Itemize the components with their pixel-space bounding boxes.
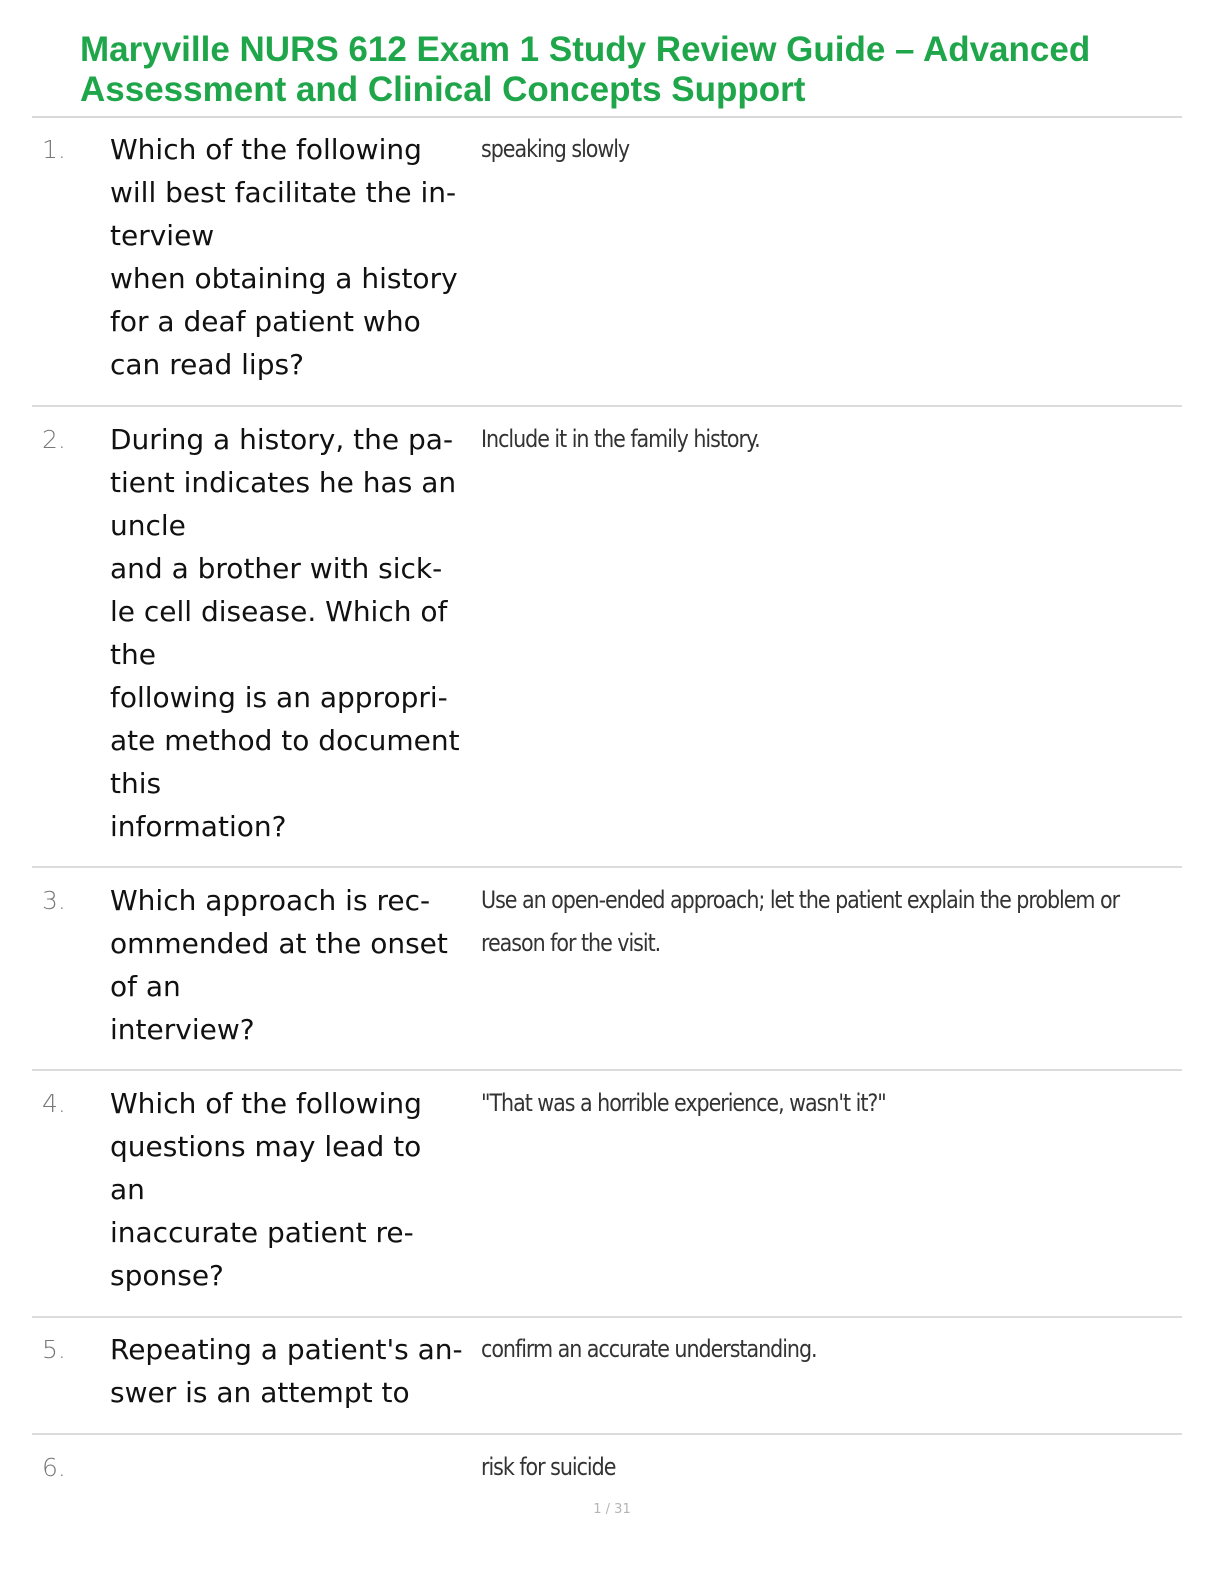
answer-line: "That was a horrible experience, wasn't it?": [481, 1089, 886, 1117]
question-line: ommended at the onset: [110, 927, 448, 960]
flashcard-row: [32, 418, 1182, 868]
answer-line: Use an open-ended approach; let the patient explain the problem or: [481, 886, 1120, 914]
answer-line: speaking slowly: [481, 135, 630, 163]
title-divider: [32, 116, 1182, 118]
card-number: 3.: [42, 886, 66, 915]
question-line: During a history, the pa-: [110, 423, 454, 456]
question-line: information?: [110, 810, 287, 843]
question-line: interview?: [110, 1013, 255, 1046]
card-question: [110, 879, 482, 1051]
flashcard-row: [32, 879, 1182, 1071]
card-answer: [481, 1446, 1083, 1489]
question-line: Repeating a patient's an-: [110, 1333, 463, 1366]
question-line: an: [110, 1173, 145, 1206]
question-line: for a deaf patient who: [110, 305, 421, 338]
card-question: [110, 128, 482, 386]
question-line: questions may lead to: [110, 1130, 422, 1163]
question-line: Which approach is rec-: [110, 884, 431, 917]
answer-line: confirm an accurate understanding.: [481, 1335, 817, 1363]
card-number: 2.: [42, 425, 66, 454]
card-number: 1.: [42, 135, 66, 164]
question-line: can read lips?: [110, 348, 304, 381]
flashcard-row: [32, 1446, 1182, 1496]
card-question: [110, 418, 482, 848]
flashcard-row: [32, 1328, 1182, 1435]
card-answer: [481, 879, 1120, 965]
card-answer: [481, 1082, 1083, 1125]
card-number: 6.: [42, 1453, 66, 1482]
card-number: 4.: [42, 1089, 66, 1118]
card-answer: [481, 418, 1083, 461]
question-line: and a brother with sick-: [110, 552, 443, 585]
question-line: will best facilitate the in-: [110, 176, 457, 209]
page-number: 1 / 31: [593, 1502, 631, 1517]
question-line: Which of the following: [110, 133, 422, 166]
card-number: 5.: [42, 1335, 66, 1364]
card-answer: [481, 128, 1083, 171]
question-line: swer is an attempt to: [110, 1376, 410, 1409]
question-line: ate method to document: [110, 724, 460, 757]
question-line: the: [110, 638, 156, 671]
flashcard-row: [32, 128, 1182, 407]
question-line: of an: [110, 970, 181, 1003]
question-line: this: [110, 767, 162, 800]
card-question: [110, 1328, 482, 1414]
question-line: tient indicates he has an: [110, 466, 457, 499]
question-line: Which of the following: [110, 1087, 422, 1120]
question-line: sponse?: [110, 1259, 224, 1292]
answer-line: Include it in the family history.: [481, 425, 760, 453]
card-question: [110, 1082, 482, 1297]
question-line: following is an appropri-: [110, 681, 448, 714]
card-answer: [481, 1328, 1083, 1371]
question-line: when obtaining a history: [110, 262, 458, 295]
question-line: inaccurate patient re-: [110, 1216, 414, 1249]
title-line-1: Maryville NURS 612 Exam 1 Study Review Guide – Advanced: [80, 30, 1091, 69]
document-title: [80, 30, 1180, 110]
question-line: le cell disease. Which of: [110, 595, 448, 628]
title-line-2: Assessment and Clinical Concepts Support: [80, 70, 806, 109]
answer-line: risk for suicide: [481, 1453, 616, 1481]
flashcard-row: [32, 1082, 1182, 1318]
question-line: terview: [110, 219, 215, 252]
question-line: uncle: [110, 509, 186, 542]
answer-line: reason for the visit.: [481, 929, 661, 957]
